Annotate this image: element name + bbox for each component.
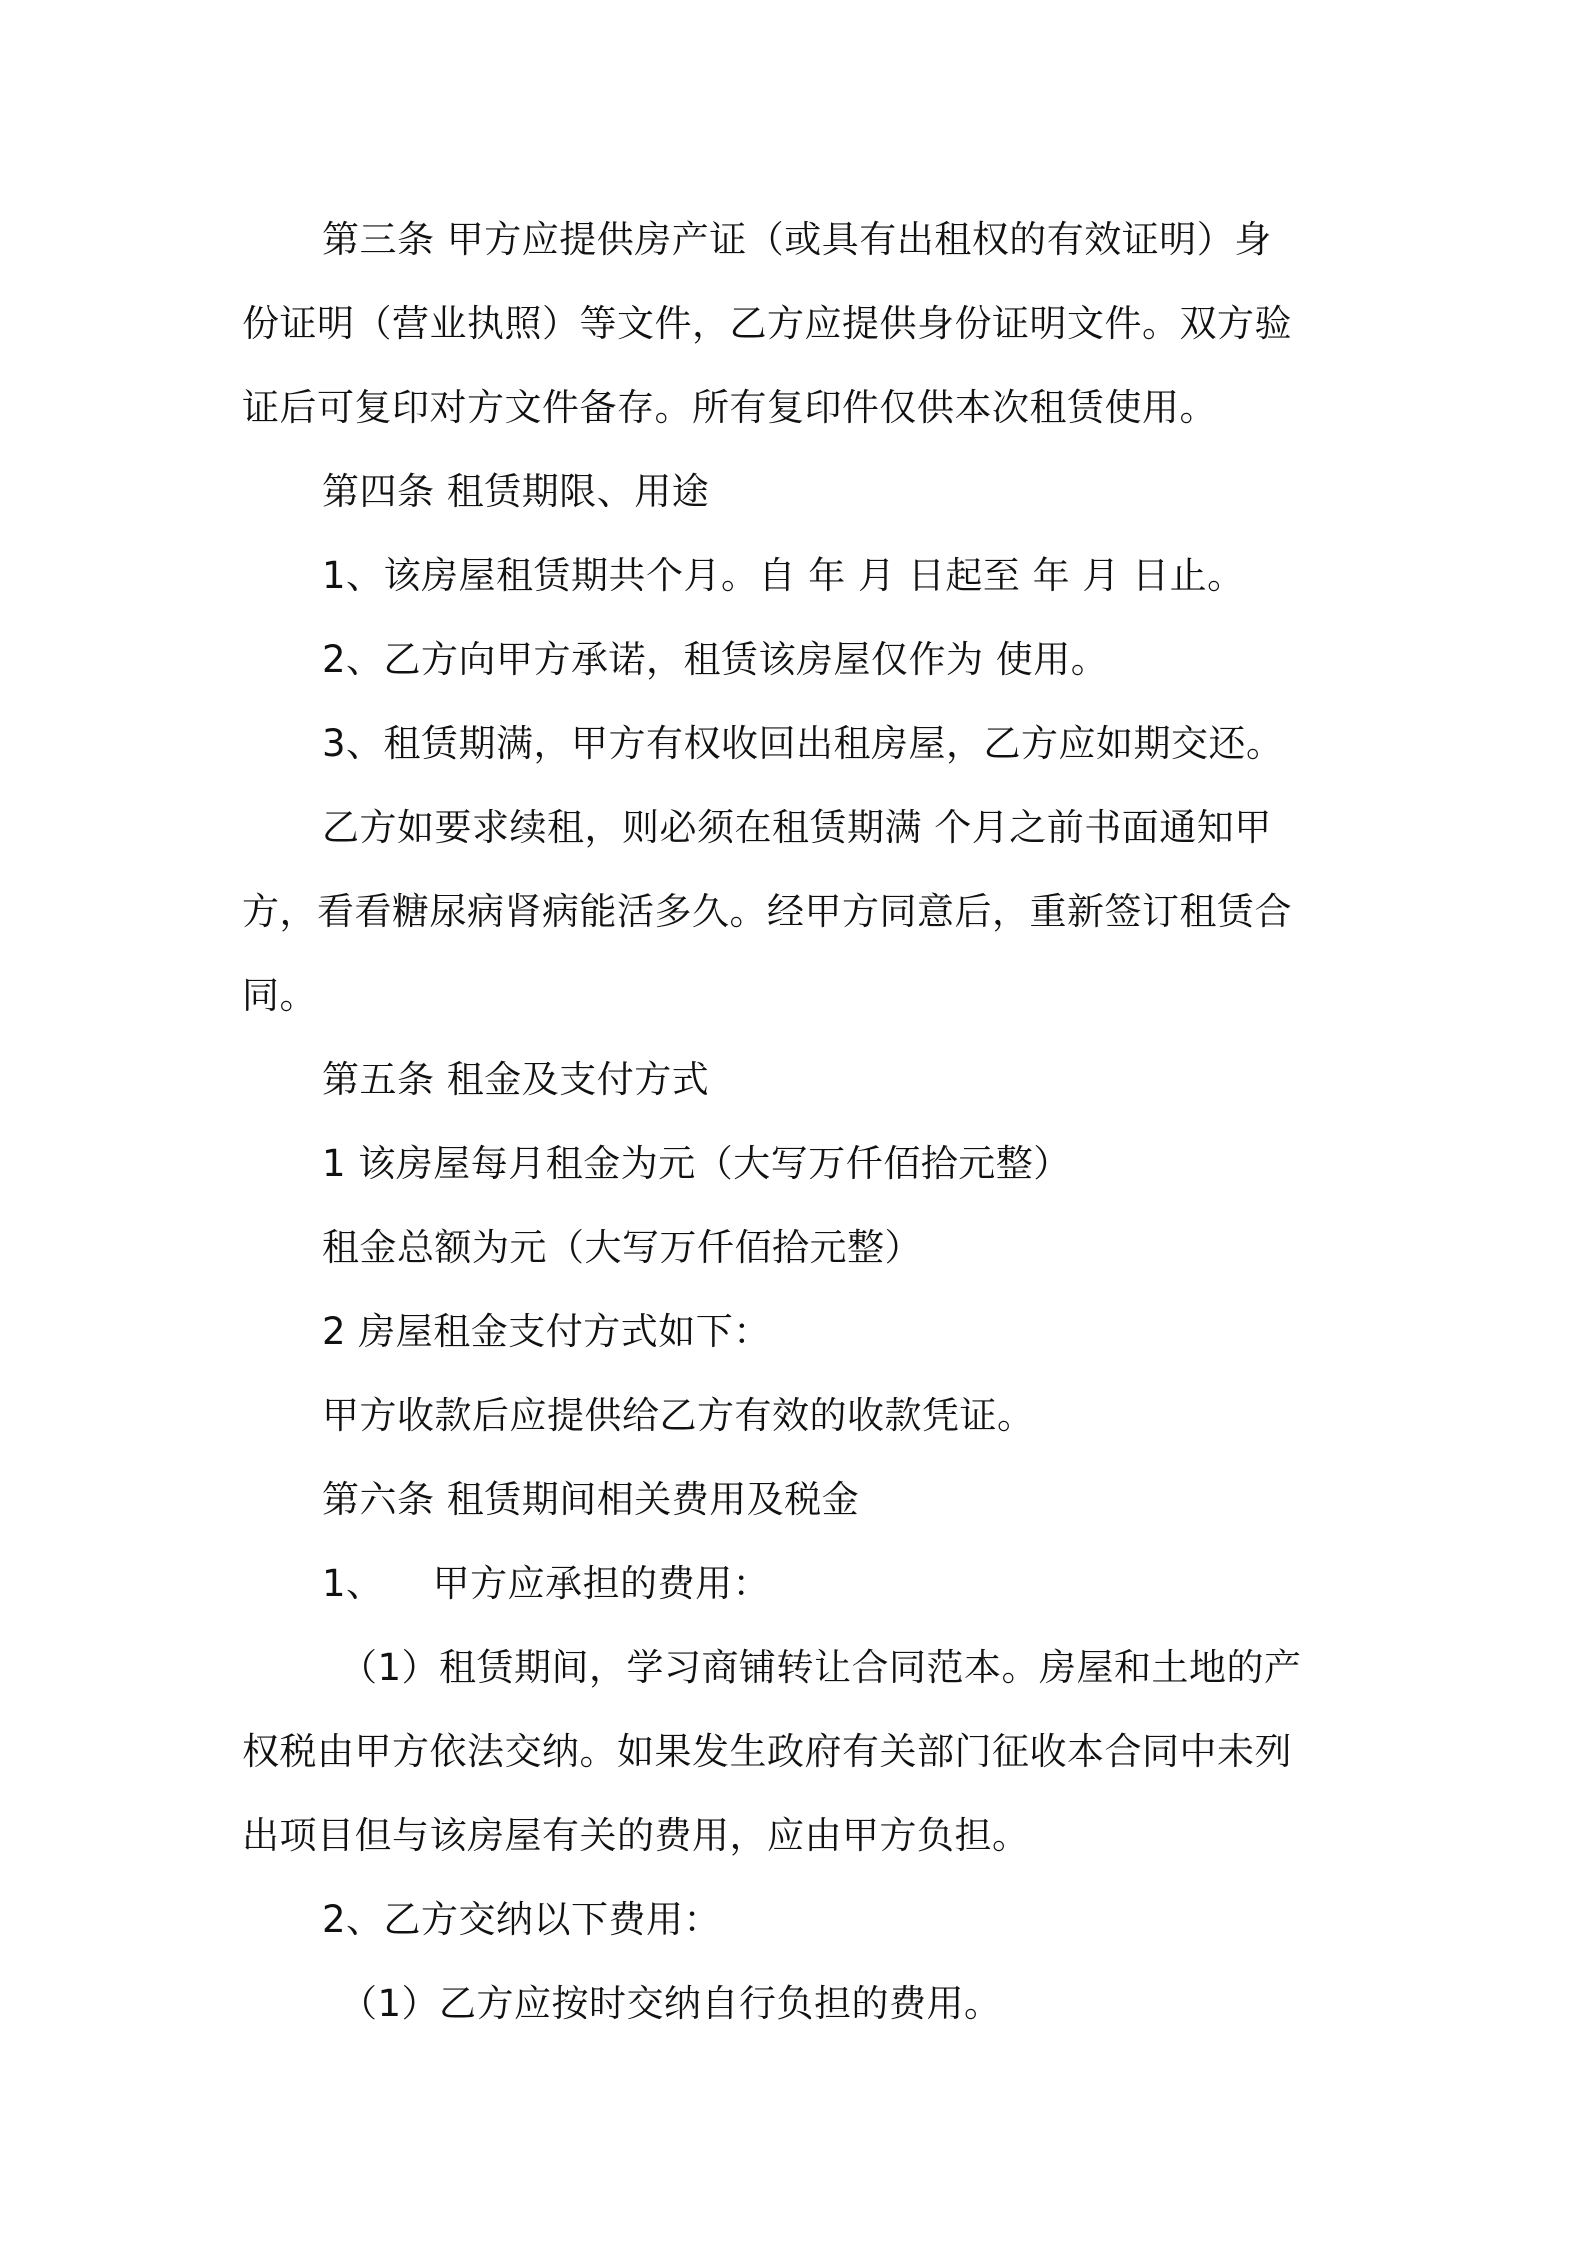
article-4-renewal-line-3: 同。 — [242, 974, 317, 1017]
article-4-renewal-line-1: 乙方如要求续租，则必须在租赁期满 个月之前书面通知甲 — [322, 806, 1272, 849]
article-5-total: 租金总额为元（大写万仟佰拾元整） — [322, 1226, 922, 1269]
article-6-item-2: 2、乙方交纳以下费用： — [322, 1898, 722, 1941]
article-6-item-1-sub-1-line-3: 出项目但与该房屋有关的费用，应由甲方负担。 — [242, 1814, 1030, 1857]
article-5-receipt: 甲方收款后应提供给乙方有效的收款凭证。 — [322, 1394, 1035, 1437]
article-4-renewal-line-2: 方，看看糖尿病肾病能活多久。经甲方同意后，重新签订租赁合 — [242, 890, 1292, 933]
article-6-heading: 第六条 租赁期间相关费用及税金 — [322, 1478, 860, 1521]
article-6-item-1: 1、 甲方应承担的费用： — [322, 1562, 771, 1605]
article-5-heading: 第五条 租金及支付方式 — [322, 1058, 710, 1101]
article-4-item-3: 3、租赁期满，甲方有权收回出租房屋，乙方应如期交还。 — [322, 722, 1284, 765]
article-3-line-2: 份证明（营业执照）等文件，乙方应提供身份证明文件。双方验 — [242, 302, 1292, 345]
article-6-item-2-sub-1: （1）乙方应按时交纳自行负担的费用。 — [340, 1982, 1002, 2025]
article-6-item-1-sub-1-line-2: 权税由甲方依法交纳。如果发生政府有关部门征收本合同中未列 — [242, 1730, 1292, 1773]
article-3-line-3: 证后可复印对方文件备存。所有复印件仅供本次租赁使用。 — [242, 386, 1217, 429]
article-4-heading: 第四条 租赁期限、用途 — [322, 470, 710, 513]
article-4-item-1: 1、该房屋租赁期共个月。自 年 月 日起至 年 月 日止。 — [322, 554, 1245, 597]
article-3-line-1: 第三条 甲方应提供房产证（或具有出租权的有效证明）身 — [322, 218, 1272, 261]
document-body — [242, 198, 1362, 2046]
article-5-item-1: 1 该房屋每月租金为元（大写万仟佰拾元整） — [322, 1142, 1071, 1185]
article-4-item-2: 2、乙方向甲方承诺，租赁该房屋仅作为 使用。 — [322, 638, 1109, 681]
article-5-item-2: 2 房屋租金支付方式如下： — [322, 1310, 771, 1353]
article-6-item-1-sub-1-line-1: （1）租赁期间，学习商铺转让合同范本。房屋和土地的产 — [340, 1646, 1302, 1689]
